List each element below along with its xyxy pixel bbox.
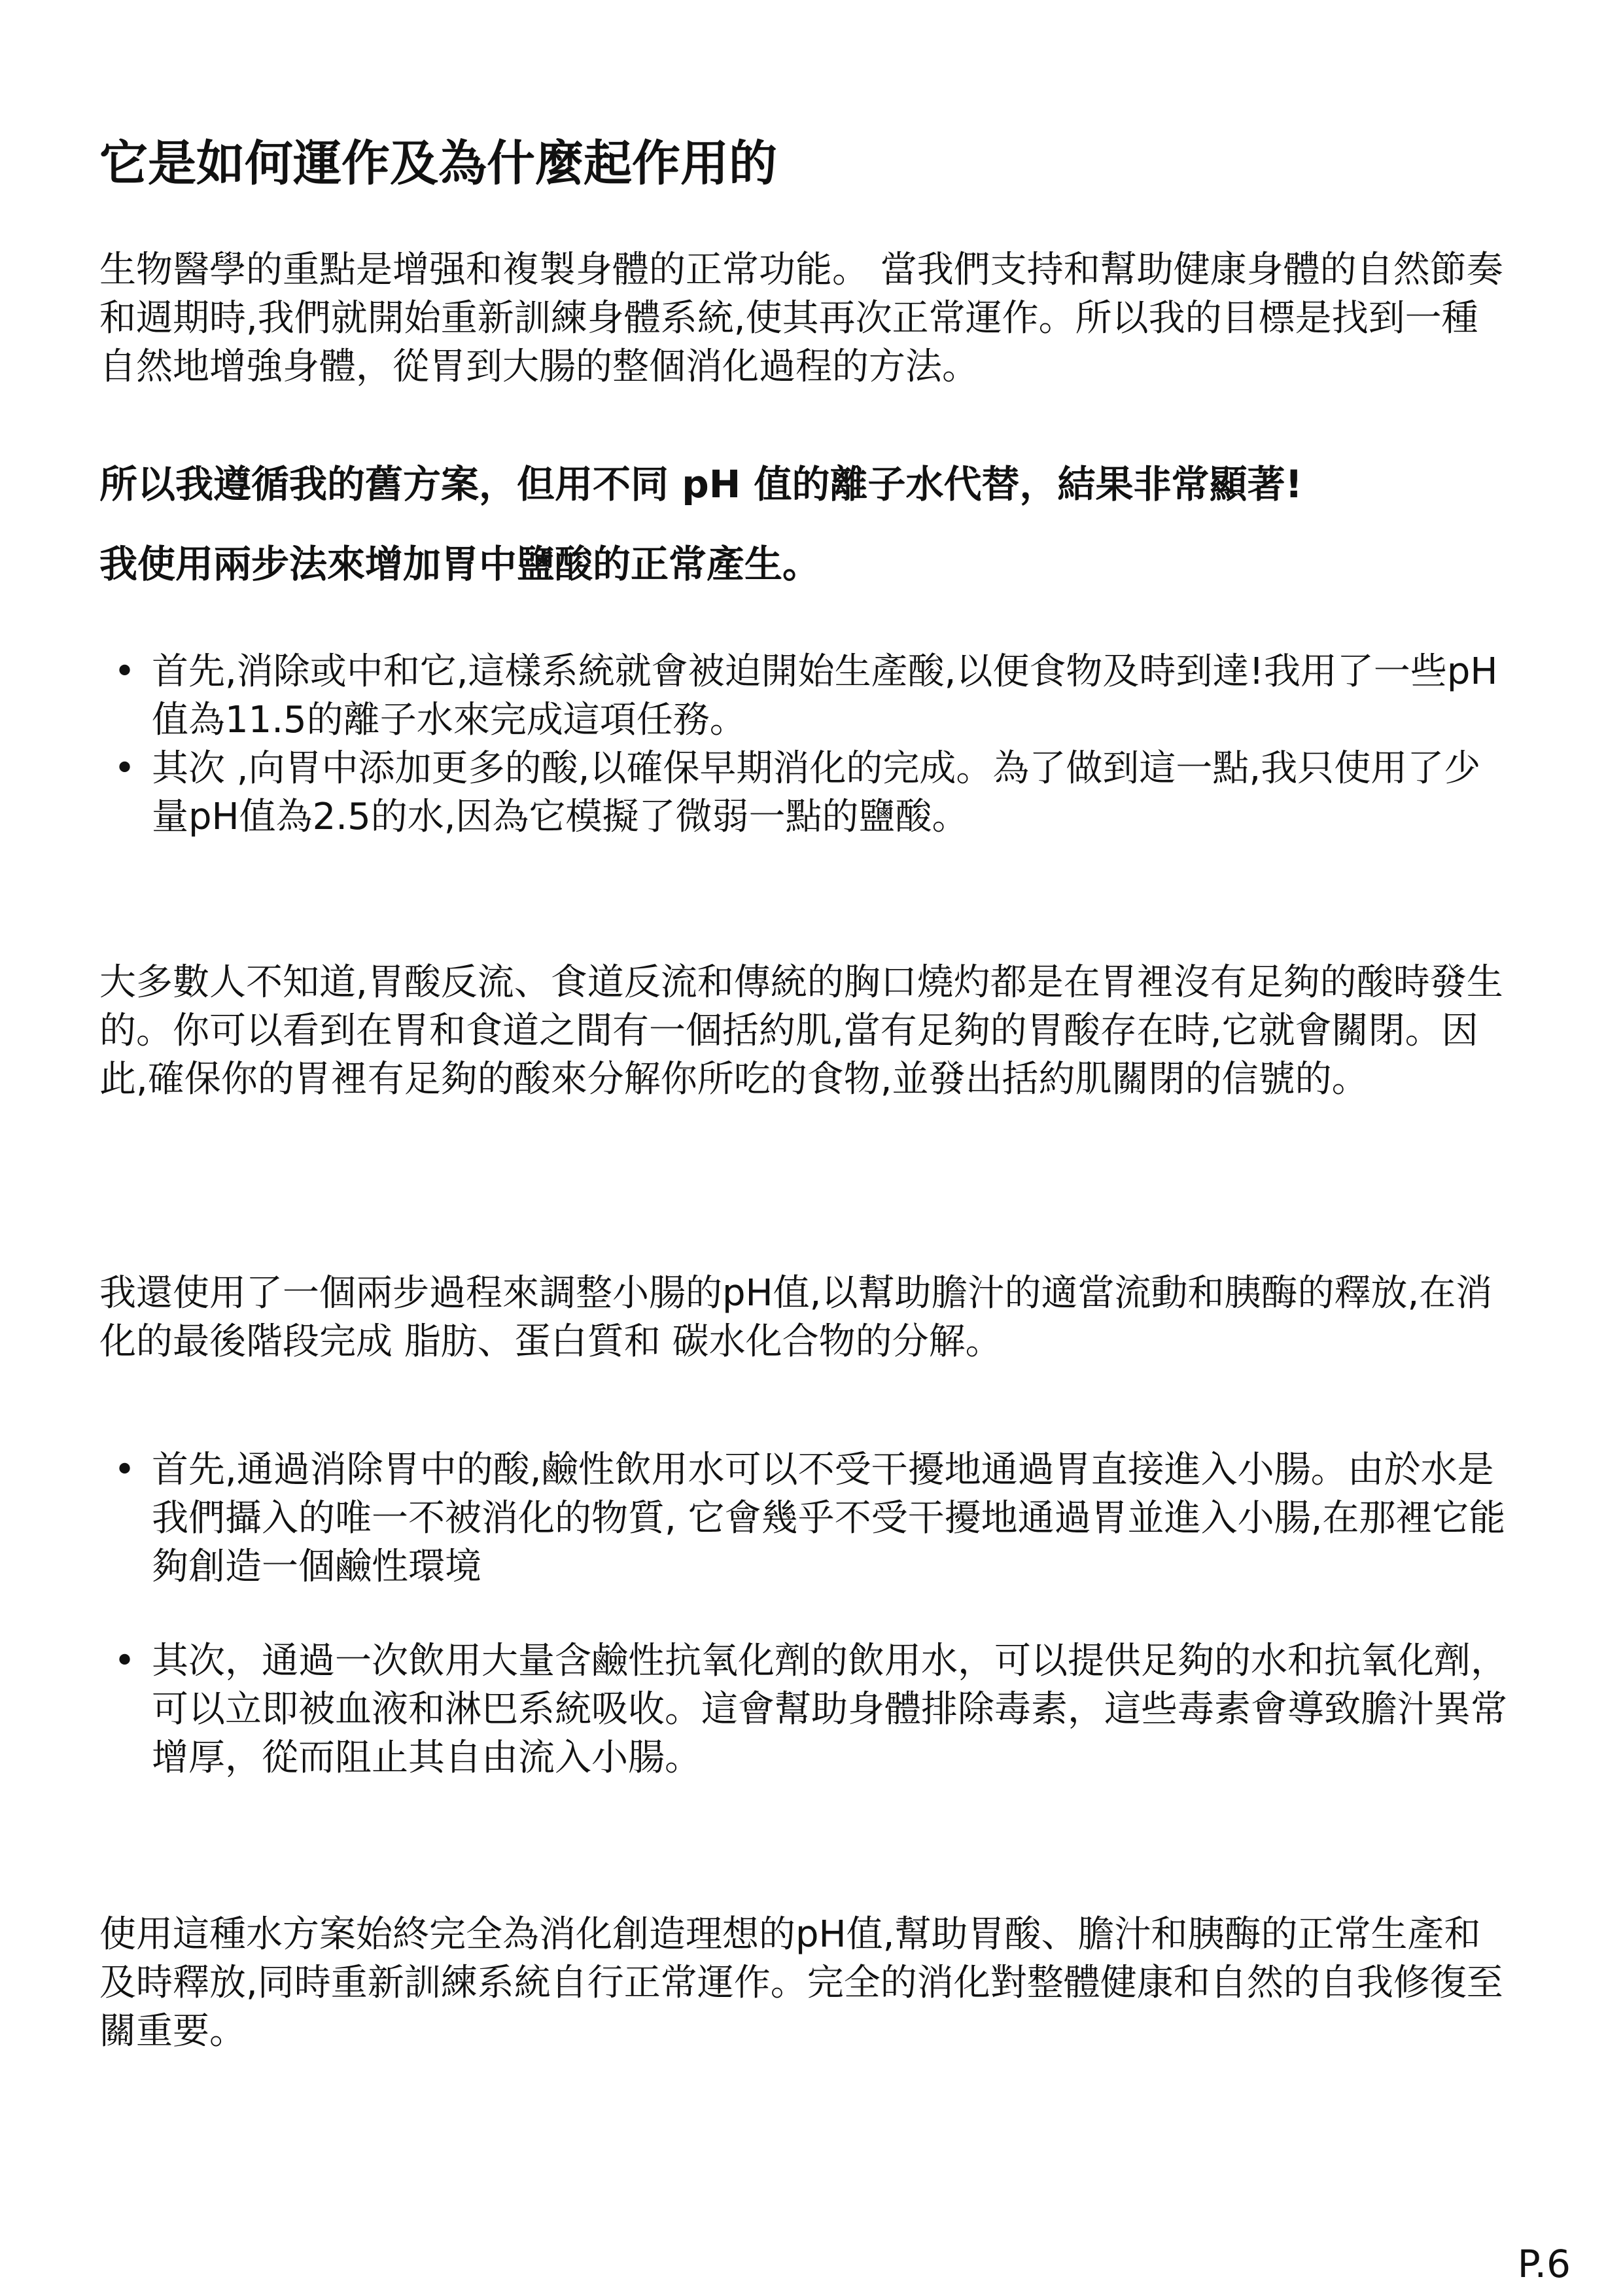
page-title: 它是如何運作及為什麼起作用的 [99, 135, 777, 192]
list-item: • 其次 ,向胃中添加更多的酸,以確保早期消化的完成。為了做到這一點,我只使用了少量pH值為2.5的水,因為它模擬了微弱一點的鹽酸。 [99, 745, 1512, 841]
acid-reflux-paragraph: 大多數人不知道,胃酸反流、食道反流和傳統的胸口燒灼都是在胃裡沒有足夠的酸時發生的。你可以看到在胃和食道之間有一個括約肌,當有足夠的胃酸存在時,它就會關閉。因此,確保你的胃裡有足夠的酸來分解你所吃的食物,並發出括約肌關閉的信號的。 [99, 961, 1503, 1101]
highlight-result: 所以我遵循我的舊方案，但用不同 pH 值的離子水代替，結果非常顯著! [99, 462, 1302, 506]
intestine-steps-list [99, 1446, 1512, 1782]
small-intestine-paragraph: 我還使用了一個兩步過程來調整小腸的pH值,以幫助膽汁的適當流動和胰酶的釋放,在消化的最後階段完成 脂肪、蛋白質和 碳水化合物的分解。 [99, 1272, 1493, 1363]
stomach-steps-list [99, 648, 1512, 841]
highlight-method: 我使用兩步法來增加胃中鹽酸的正常產生。 [99, 542, 821, 586]
list-item: • 首先,通過消除胃中的酸,鹼性飲用水可以不受干擾地通過胃直接進入小腸。由於水是我們攝入的唯一不被消化的物質, 它會幾乎不受干擾地通過胃並進入小腸,在那裡它能夠創造一個鹼性環境 [99, 1446, 1512, 1591]
intro-paragraph: 生物醫學的重點是增强和複製身體的正常功能。 當我們支持和幫助健康身體的自然節奏和週期時,我們就開始重新訓練身體系統,使其再次正常運作。所以我的目標是找到一種自然地增強身體，從胃到大腸的整個消化過程的方法。 [99, 249, 1503, 388]
list-item: • 首先,消除或中和它,這樣系統就會被迫開始生產酸,以便食物及時到達!我用了一些pH值為11.5的離子水來完成這項任務。 [99, 648, 1512, 745]
summary-paragraph: 使用這種水方案始終完全為消化創造理想的pH值,幫助胃酸、膽汁和胰酶的正常生產和及時釋放,同時重新訓練系統自行正常運作。完全的消化對整體健康和自然的自我修復至關重要。 [99, 1913, 1503, 2053]
list-item: • 其次，通過一次飲用大量含鹼性抗氧化劑的飲用水，可以提供足夠的水和抗氧化劑，可以立即被血液和淋巴系統吸收。這會幫助身體排除毒素，這些毒素會導致膽汁異常增厚，從而阻止其自由流入小腸。 [99, 1637, 1512, 1782]
page-number: P.6 [1517, 2242, 1571, 2286]
